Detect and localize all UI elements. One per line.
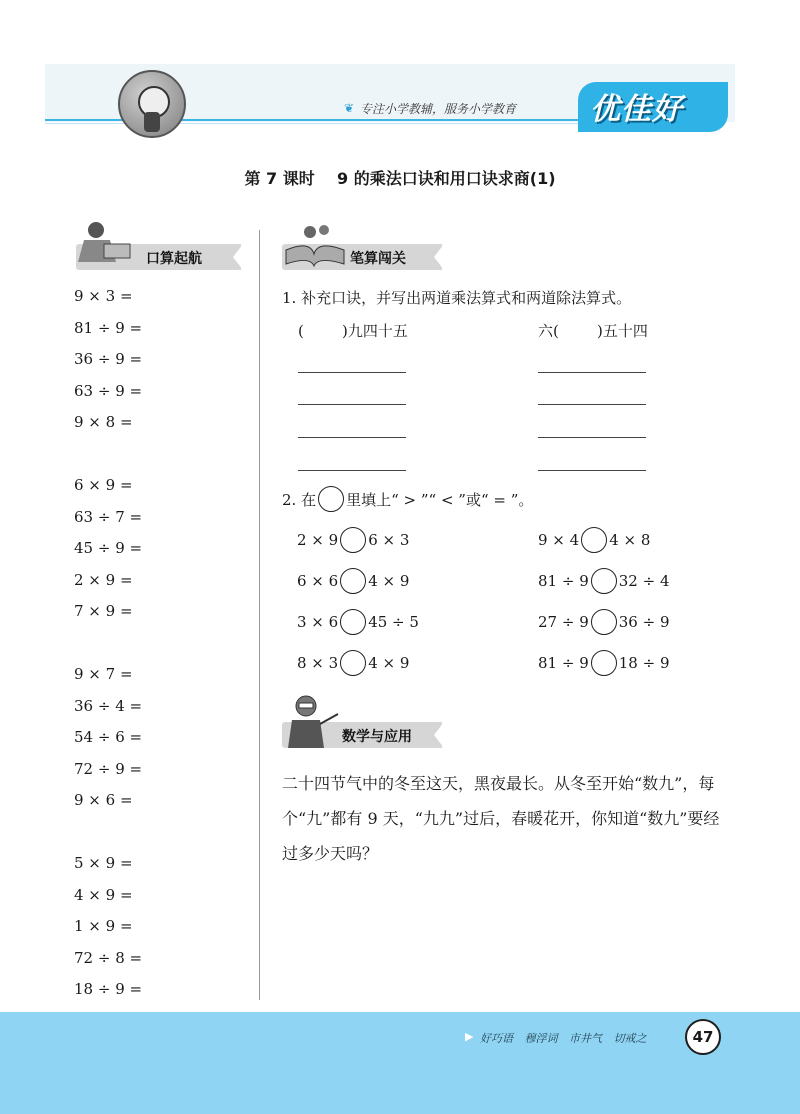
answer-circle[interactable] (340, 568, 366, 594)
mental-math-item[interactable]: 18 ÷ 9 = (74, 980, 143, 998)
answer-line[interactable] (298, 404, 406, 405)
comparison-left: 2 × 9 (297, 531, 339, 549)
girl-reading-icon (70, 218, 140, 268)
comparison-item (297, 527, 409, 553)
slogan-leaf-icon: ❦ (344, 101, 355, 115)
answer-line[interactable] (298, 437, 406, 438)
brand-logo: 优佳好 (590, 92, 683, 127)
mental-math-item[interactable]: 45 ÷ 9 = (74, 539, 143, 557)
question-2 (282, 486, 533, 512)
answer-line[interactable] (538, 372, 646, 373)
footer-motto: 好巧语 穆浮词 市井气 切戒之 (480, 1032, 647, 1045)
mental-math-item[interactable]: 36 ÷ 4 = (74, 696, 143, 715)
comparison-item (538, 609, 670, 635)
answer-circle[interactable] (340, 609, 366, 635)
comparison-item (538, 527, 650, 553)
question-1: 1. 补充口诀，并写出两道乘法算式和两道除法算式。 (282, 289, 632, 307)
comparison-item (297, 568, 409, 594)
answer-circle[interactable] (591, 609, 617, 635)
answer-line[interactable] (538, 404, 646, 405)
lesson-number: 第 7 课时 (244, 169, 315, 188)
mental-math-item[interactable]: 36 ÷ 9 = (74, 350, 143, 368)
answer-line[interactable] (538, 470, 646, 471)
footer-band (0, 1012, 800, 1114)
page-number: 47 (685, 1019, 721, 1055)
column-divider (259, 230, 260, 1000)
comparison-right: 4 × 8 (609, 531, 651, 549)
mascot-illustration (118, 70, 186, 138)
answer-circle[interactable] (591, 568, 617, 594)
q1-rhyme-a: ( )九四十五 (298, 322, 408, 340)
comparison-left: 6 × 6 (297, 572, 339, 590)
mental-math-item[interactable]: 81 ÷ 9 = (74, 318, 143, 337)
mental-math-item[interactable]: 1 × 9 = (74, 917, 133, 935)
lesson-title (0, 166, 800, 189)
teacher-icon (284, 692, 344, 752)
comparison-right: 32 ÷ 4 (618, 572, 670, 590)
mental-math-item[interactable]: 5 × 9 = (74, 854, 133, 872)
mental-math-item[interactable]: 9 × 6 = (74, 791, 133, 809)
q1-rhyme-b: 六( )五十四 (538, 322, 648, 340)
answer-circle[interactable] (340, 527, 366, 553)
comparison-right: 45 ÷ 5 (368, 613, 419, 631)
comparison-right: 36 ÷ 9 (618, 613, 670, 631)
mental-math-item[interactable]: 72 ÷ 9 = (74, 759, 143, 778)
section-label: 数学与应用 (342, 729, 412, 745)
answer-circle[interactable] (340, 650, 366, 676)
comparison-right: 18 ÷ 9 (618, 654, 670, 672)
lesson-topic: 9 的乘法口诀和用口诀求商(1) (337, 169, 556, 188)
comparison-item (297, 650, 409, 676)
mental-math-item[interactable]: 4 × 9 = (74, 885, 133, 904)
answer-line[interactable] (298, 470, 406, 471)
word-problem: 二十四节气中的冬至这天，黑夜最长。从冬至开始“数九”，每个“九”都有 9 天，“九九”过后，春暖花开，你知道“数九”要经过多少天吗？ (282, 774, 720, 863)
answer-circle[interactable] (581, 527, 607, 553)
play-arrow-icon: ▶ (465, 1030, 474, 1043)
mental-math-item[interactable]: 63 ÷ 9 = (74, 381, 143, 400)
comparison-left: 3 × 6 (297, 613, 339, 631)
comparison-left: 8 × 3 (297, 654, 339, 672)
comparison-left: 9 × 4 (538, 531, 580, 549)
book-icon (280, 220, 350, 270)
section-label: 笔算闯关 (350, 251, 406, 267)
comparison-left: 27 ÷ 9 (538, 613, 589, 631)
comparison-right: 4 × 9 (368, 572, 410, 590)
comparison-item (538, 568, 670, 594)
mental-math-item[interactable]: 72 ÷ 8 = (74, 948, 143, 967)
mental-math-item[interactable]: 63 ÷ 7 = (74, 507, 143, 526)
answer-circle[interactable] (591, 650, 617, 676)
header-slogan: 专注小学教辅，服务小学教育 (360, 102, 517, 116)
q2-suffix: 里填上“ > ”“ < ”或“ = ”。 (346, 490, 534, 509)
mental-math-item[interactable]: 6 × 9 = (74, 476, 133, 494)
comparison-left: 81 ÷ 9 (538, 654, 589, 672)
section-label: 口算起航 (146, 251, 202, 267)
answer-line[interactable] (538, 437, 646, 438)
mental-math-item[interactable]: 9 × 8 = (74, 413, 133, 431)
comparison-right: 6 × 3 (368, 531, 410, 549)
mental-math-item[interactable]: 9 × 7 = (74, 665, 133, 683)
answer-line[interactable] (298, 372, 406, 373)
comparison-item (538, 650, 670, 676)
mental-math-item[interactable]: 54 ÷ 6 = (74, 728, 143, 746)
mental-math-item[interactable]: 2 × 9 = (74, 570, 133, 589)
q2-prefix: 2. 在 (282, 490, 317, 509)
comparison-left: 81 ÷ 9 (538, 572, 589, 590)
comparison-item (297, 609, 419, 635)
comparison-right: 4 × 9 (368, 654, 410, 672)
mental-math-item[interactable]: 9 × 3 = (74, 287, 133, 305)
mental-math-item[interactable]: 7 × 9 = (74, 602, 133, 620)
sample-circle-icon (318, 486, 344, 512)
